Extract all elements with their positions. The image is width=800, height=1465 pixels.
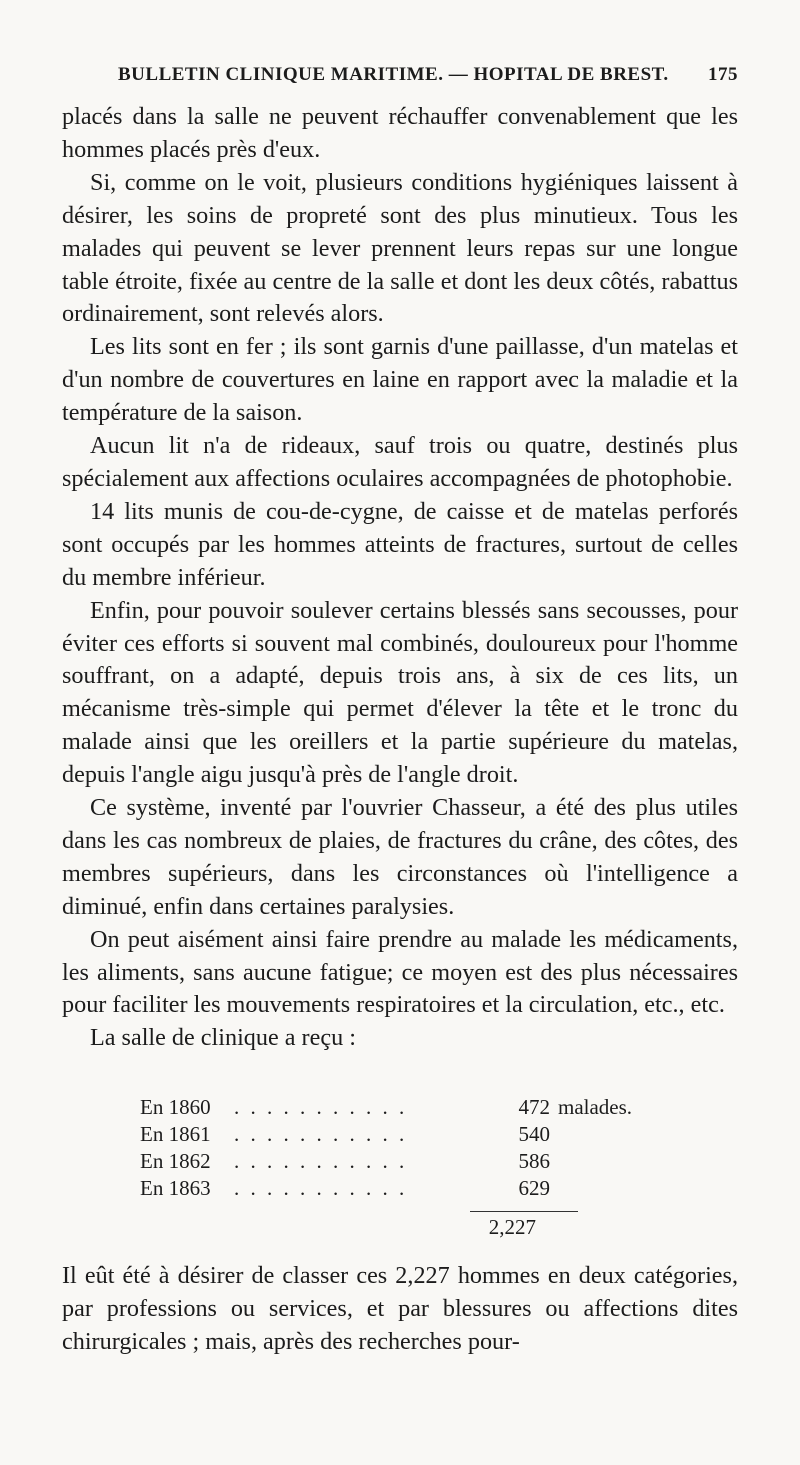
paragraph: Si, comme on le voit, plusieurs conditions hygiéniques laissent à désirer, les soins de propreté sont des plus minutieux. Tous les malades qui peuvent se lever prennent leurs repas sur une longue table étroite, fixée au centre de la salle et dont les deux côtés, rabattus ordinairement, sont relevés alors. xyxy=(62,168,738,328)
table-row xyxy=(140,1094,632,1121)
admission-count: 540 xyxy=(518,1122,550,1146)
paragraph: Ce système, inventé par l'ouvrier Chasseur, a été des plus utiles dans les cas nombreux de plaies, de fractures du crâne, des côtes, des membres supérieurs, dans les circonstances où l'intelligence a diminué, enfin dans certaines paralysies. xyxy=(62,794,738,920)
year-label: En 1863 xyxy=(140,1176,211,1200)
body-text xyxy=(62,101,738,1055)
year-label: En 1862 xyxy=(140,1149,211,1173)
closing-paragraph-container xyxy=(62,1260,738,1359)
leader-dots: . . . . . . . . . . . xyxy=(234,1095,408,1119)
unit-label: malades. xyxy=(558,1095,633,1119)
year-label: En 1860 xyxy=(140,1095,211,1119)
admission-count: 586 xyxy=(518,1149,550,1173)
table-row xyxy=(140,1121,632,1148)
page-number: 175 xyxy=(708,64,738,85)
running-header xyxy=(62,64,738,86)
table-row xyxy=(140,1148,632,1175)
paragraph: 14 lits munis de cou-de-cygne, de caisse et de matelas perforés sont occupés par les hommes atteints de fractures, surtout de celles du membre inférieur. xyxy=(62,497,738,591)
admissions-table xyxy=(140,1094,632,1202)
table-row xyxy=(140,1175,632,1202)
paragraph: On peut aisément ainsi faire prendre au malade les médicaments, les aliments, sans aucune fatigue; ce moyen est des plus nécessaires pour faciliter les mouvements respiratoires et la circulation, etc., etc. xyxy=(62,925,738,1019)
paragraph: Les lits sont en fer ; ils sont garnis d'une paillasse, d'un matelas et d'un nombre de couvertures en laine en rapport avec la maladie et la température de la saison. xyxy=(62,333,738,427)
leader-dots: . . . . . . . . . . . xyxy=(234,1149,408,1173)
year-label: En 1861 xyxy=(140,1122,211,1146)
leader-dots: . . . . . . . . . . . xyxy=(234,1176,408,1200)
admission-count: 629 xyxy=(518,1176,550,1200)
paragraph: La salle de clinique a reçu : xyxy=(90,1024,356,1052)
header-title: BULLETIN CLINIQUE MARITIME. — HOPITAL DE BREST. xyxy=(118,64,669,85)
total-count: 2,227 xyxy=(488,1215,536,1239)
sum-rule xyxy=(470,1211,578,1212)
paragraph: Aucun lit n'a de rideaux, sauf trois ou quatre, destinés plus spécialement aux affections oculaires accompagnées de photophobie. xyxy=(62,432,738,492)
admission-count: 472 xyxy=(518,1095,550,1119)
paragraph: Enfin, pour pouvoir soulever certains blessés sans secousses, pour éviter ces efforts si souvent mal combinés, douloureux pour l'homme souffrant, on a adapté, depuis trois ans, à six de ces lits, un mécanisme très-simple qui permet d'élever la tête et le tronc du malade ainsi que les oreillers et la partie supérieure du matelas, depuis l'angle aigu jusqu'à près de l'angle droit. xyxy=(62,596,738,789)
leader-dots: . . . . . . . . . . . xyxy=(234,1122,408,1146)
paragraph: placés dans la salle ne peuvent réchauffer convenablement que les hommes placés près d'eux. xyxy=(62,103,738,163)
paragraph: Il eût été à désirer de classer ces 2,227 hommes en deux catégories, par professions ou services, et par blessures ou affections dites chirurgicales ; mais, après des recherches pour- xyxy=(62,1262,738,1355)
